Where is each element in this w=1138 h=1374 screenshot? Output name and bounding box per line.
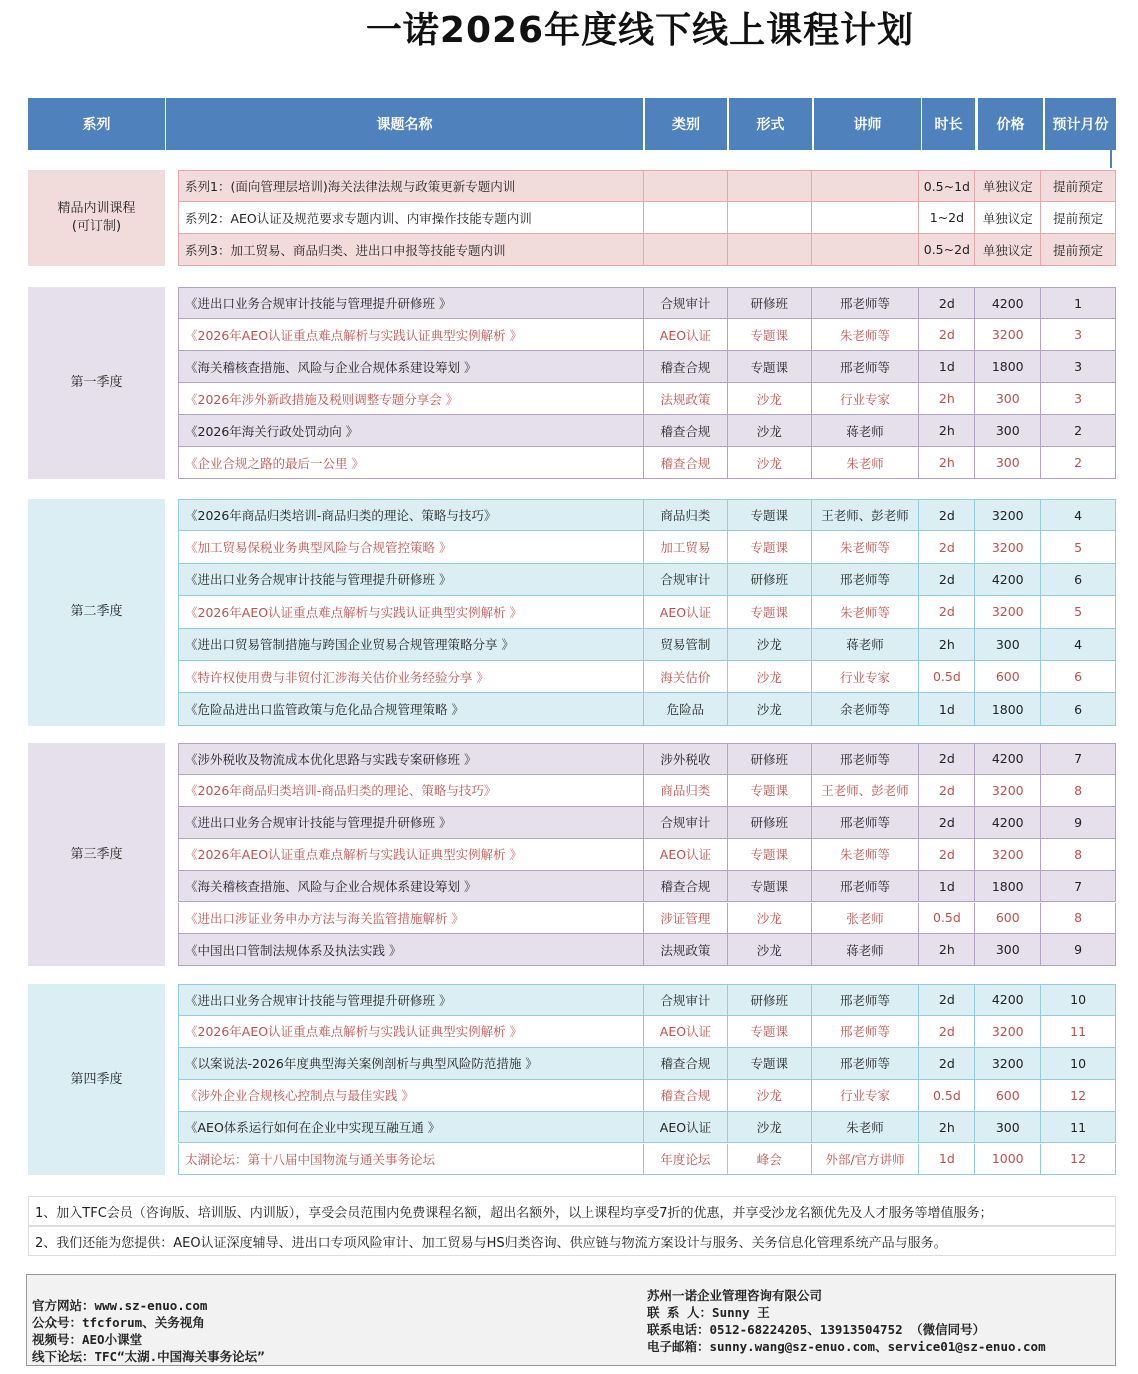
footer-video: 视频号：AEO小课堂	[32, 1332, 143, 1347]
cell-duration: 2d	[919, 775, 975, 806]
cell-format: 专题课	[728, 531, 812, 562]
cell-category: 合规审计	[644, 985, 728, 1015]
cell-price: 3200	[975, 1016, 1041, 1047]
table-row	[178, 1144, 1116, 1176]
cell-duration: 2d	[919, 500, 975, 530]
cell-category: 危险品	[644, 693, 728, 724]
cell-title: 《企业合规之路的最后一公里 》	[179, 447, 644, 478]
cell-lecturer: 邢老师等	[812, 871, 920, 902]
cell-price: 1800	[975, 693, 1041, 724]
cell-month: 3	[1074, 327, 1083, 342]
cell-month: 8	[1074, 846, 1083, 862]
cell-lecturer: 蒋老师	[812, 934, 920, 965]
cell-title: 《进出口业务合规审计技能与管理提升研修班 》	[179, 564, 644, 595]
contact-footer	[26, 1274, 1116, 1366]
cell-format: 沙龙	[728, 934, 812, 965]
header-cell: 形式	[729, 98, 812, 150]
table-row	[178, 564, 1116, 596]
cell-lecturer: 余老师等	[812, 693, 920, 724]
cell-month: 5	[1074, 604, 1083, 620]
footer-forum: 线下论坛：TFC“太湖.中国海关事务论坛”	[32, 1349, 265, 1364]
cell-month: 6	[1074, 701, 1083, 717]
cell-title: 《加工贸易保税业务典型风险与合规管控策略 》	[179, 531, 644, 562]
cell-duration: 2d	[919, 319, 975, 350]
cell-duration: 1d	[919, 693, 975, 724]
cell-title: 《2026年AEO认证重点难点解析与实践认证典型实例解析 》	[179, 319, 644, 350]
cell-title: 《2026年AEO认证重点难点解析与实践认证典型实例解析 》	[179, 596, 644, 627]
cell-title: 《进出口业务合规审计技能与管理提升研修班 》	[179, 288, 644, 318]
cell-month: 10	[1070, 1055, 1087, 1071]
header-cell: 价格	[978, 98, 1043, 150]
cell-month: 4	[1074, 507, 1083, 523]
cell-duration: 2h	[919, 629, 975, 660]
cell-month: 4	[1074, 636, 1083, 652]
cell-lecturer: 蒋老师	[812, 415, 920, 446]
cell-price: 4200	[975, 564, 1041, 595]
cell-price: 1800	[975, 351, 1041, 382]
cell-month: 12	[1070, 1087, 1087, 1103]
table-row	[178, 202, 1116, 234]
cell-price: 3200	[975, 500, 1041, 530]
cell-title: 《进出口业务合规审计技能与管理提升研修班 》	[179, 985, 644, 1015]
cell-lecturer: 邢老师等	[812, 564, 920, 595]
cell-month: 提前预定	[1053, 242, 1104, 258]
cell-format: 研修班	[728, 807, 812, 838]
table-row	[178, 934, 1116, 966]
cell-category: 稽查合规	[644, 415, 728, 446]
cell-title: 太湖论坛：第十八届中国物流与通关事务论坛	[179, 1144, 644, 1175]
cell-duration: 2d	[919, 1016, 975, 1047]
cell-format	[728, 171, 812, 201]
footer-website: 官方网站：www.sz-enuo.com	[32, 1298, 208, 1313]
cell-price: 3200	[975, 531, 1041, 562]
cell-price: 1800	[975, 871, 1041, 902]
cell-title: 《涉外税收及物流成本优化思路与实践专案研修班 》	[179, 744, 644, 774]
cell-title: 《涉外企业合规核心控制点与最佳实践 》	[179, 1080, 644, 1111]
cell-category: AEO认证	[644, 1112, 728, 1143]
cell-duration: 2h	[919, 1112, 975, 1143]
cell-title: 《AEO体系运行如何在企业中实现互融互通 》	[179, 1112, 644, 1143]
cell-category: 法规政策	[644, 934, 728, 965]
cell-title: 《海关稽核查措施、风险与企业合规体系建设筹划 》	[179, 351, 644, 382]
cell-category: 涉外税收	[644, 744, 728, 774]
cell-category: 商品归类	[644, 500, 728, 530]
cell-category: 加工贸易	[644, 531, 728, 562]
cell-price: 1000	[975, 1144, 1041, 1175]
table-row	[178, 775, 1116, 807]
table-row	[178, 743, 1116, 775]
cell-format: 专题课	[728, 319, 812, 350]
cell-price: 300	[975, 383, 1041, 414]
cell-format: 研修班	[728, 288, 812, 318]
cell-lecturer: 邢老师等	[812, 807, 920, 838]
cell-category: AEO认证	[644, 1016, 728, 1047]
cell-price: 单独议定	[975, 171, 1041, 201]
cell-price: 3200	[975, 596, 1041, 627]
cell-duration: 1~2d	[919, 202, 975, 233]
cell-month: 10	[1070, 992, 1087, 1008]
section-label: 第一季度	[28, 287, 165, 479]
cell-lecturer: 邢老师等	[812, 351, 920, 382]
cell-category: 稽查合规	[644, 447, 728, 478]
cell-title: 《中国出口管制法规体系及执法实践 》	[179, 934, 644, 965]
cell-month: 7	[1074, 751, 1083, 767]
table-row	[178, 1016, 1116, 1048]
cell-lecturer	[812, 234, 920, 265]
cell-title: 《危险品进出口监管政策与危化品合规管理策略 》	[179, 693, 644, 724]
cell-format: 研修班	[728, 744, 812, 774]
cell-duration: 2d	[919, 744, 975, 774]
table-row	[178, 499, 1116, 531]
cell-title: 《进出口涉证业务申办方法与海关监管措施解析 》	[179, 903, 644, 934]
cell-lecturer: 行业专家	[812, 661, 920, 692]
cell-duration: 0.5d	[919, 661, 975, 692]
cell-title: 《进出口业务合规审计技能与管理提升研修班 》	[179, 807, 644, 838]
cell-category: 贸易管制	[644, 629, 728, 660]
cell-category: 海关估价	[644, 661, 728, 692]
cell-title: 《特许权使用费与非贸付汇涉海关估价业务经验分享 》	[179, 661, 644, 692]
cell-lecturer: 朱老师	[812, 447, 920, 478]
cell-price: 3200	[975, 1048, 1041, 1079]
cell-month: 提前预定	[1053, 179, 1104, 194]
cell-duration: 2d	[919, 531, 975, 562]
cell-format: 研修班	[728, 564, 812, 595]
cell-title: 系列2：AEO认证及规范要求专题内训、内审操作技能专题内训	[179, 202, 644, 233]
cell-format: 沙龙	[728, 661, 812, 692]
cell-category: 法规政策	[644, 383, 728, 414]
cell-format: 研修班	[728, 985, 812, 1015]
cell-month: 1	[1074, 295, 1083, 311]
cell-title: 《2026年AEO认证重点难点解析与实践认证典型实例解析 》	[179, 1016, 644, 1047]
footer-right	[647, 1287, 1046, 1355]
footer-company: 苏州一诺企业管理咨询有限公司	[647, 1288, 823, 1303]
cell-title: 《以案说法-2026年度典型海关案例剖析与典型风险防范措施 》	[179, 1048, 644, 1079]
cell-lecturer: 朱老师等	[812, 531, 920, 562]
cell-duration: 0.5d	[919, 1080, 975, 1111]
cell-lecturer: 邢老师等	[812, 744, 920, 774]
cell-lecturer: 邢老师等	[812, 985, 920, 1015]
section-label: 第四季度	[28, 984, 165, 1175]
cell-duration: 1d	[919, 1144, 975, 1175]
table-row	[178, 1080, 1116, 1112]
cell-title: 系列1：(面向管理层培训)海关法律法规与政策更新专题内训	[179, 171, 644, 201]
cell-lecturer: 外部/官方讲师	[812, 1144, 920, 1175]
cell-category: 稽查合规	[644, 1048, 728, 1079]
cell-category: AEO认证	[644, 319, 728, 350]
cell-title: 《2026年商品归类培训-商品归类的理论、策略与技巧》	[179, 500, 644, 530]
cell-category: 稽查合规	[644, 1080, 728, 1111]
cell-category: 商品归类	[644, 775, 728, 806]
section-label: 第三季度	[28, 743, 165, 966]
table-row	[178, 629, 1116, 661]
cell-category	[644, 202, 728, 233]
table-row	[178, 531, 1116, 563]
cell-month: 8	[1074, 910, 1083, 926]
cell-title: 《海关稽核查措施、风险与企业合规体系建设筹划 》	[179, 871, 644, 902]
cell-month: 2	[1074, 423, 1083, 438]
cell-month: 3	[1074, 391, 1083, 406]
cell-duration: 1d	[919, 871, 975, 902]
cell-title: 《2026年海关行政处罚动向 》	[179, 415, 644, 446]
cell-duration: 2h	[919, 383, 975, 414]
cell-category: 合规审计	[644, 288, 728, 318]
cell-duration: 2d	[919, 564, 975, 595]
cell-format: 专题课	[728, 596, 812, 627]
cell-month: 12	[1070, 1151, 1087, 1167]
cell-lecturer: 朱老师	[812, 1112, 920, 1143]
cell-month: 6	[1074, 571, 1083, 587]
cell-lecturer: 朱老师等	[812, 839, 920, 870]
cell-price: 300	[975, 629, 1041, 660]
cell-price: 3200	[975, 319, 1041, 350]
table-row	[178, 234, 1116, 266]
cell-duration: 2h	[919, 415, 975, 446]
table-row	[178, 415, 1116, 447]
cell-category: 稽查合规	[644, 351, 728, 382]
cell-lecturer: 张老师	[812, 903, 920, 934]
cell-category: 稽查合规	[644, 871, 728, 902]
cell-category: 合规审计	[644, 807, 728, 838]
cell-lecturer: 朱老师等	[812, 596, 920, 627]
cell-title: 《2026年商品归类培训-商品归类的理论、策略与技巧》	[179, 775, 644, 806]
cell-price: 600	[975, 1080, 1041, 1111]
cell-price: 4200	[975, 807, 1041, 838]
table-row	[178, 447, 1116, 479]
cell-month: 11	[1070, 1023, 1087, 1039]
header-cell: 讲师	[814, 98, 921, 150]
cell-format: 专题课	[728, 1016, 812, 1047]
cell-price: 3200	[975, 775, 1041, 806]
cell-lecturer: 行业专家	[812, 383, 920, 414]
cell-category: 合规审计	[644, 564, 728, 595]
footer-wechat: 公众号：tfcforum、关务视角	[32, 1315, 205, 1330]
cell-lecturer: 邢老师等	[812, 288, 920, 318]
table-row	[178, 596, 1116, 628]
cell-format: 沙龙	[728, 693, 812, 724]
cell-price: 300	[975, 415, 1041, 446]
cell-lecturer: 蒋老师	[812, 629, 920, 660]
table-row	[178, 807, 1116, 839]
cell-format: 沙龙	[728, 903, 812, 934]
cell-format: 沙龙	[728, 447, 812, 478]
cell-format: 峰会	[728, 1144, 812, 1175]
cell-price: 4200	[975, 744, 1041, 774]
section-label: 第二季度	[28, 499, 165, 726]
cell-price: 4200	[975, 985, 1041, 1015]
cell-month: 3	[1074, 359, 1083, 374]
cell-month: 提前预定	[1053, 210, 1104, 226]
header-cell: 预计月份	[1045, 98, 1116, 150]
cell-lecturer: 邢老师等	[812, 1048, 920, 1079]
table-row	[178, 984, 1116, 1016]
cell-format: 专题课	[728, 871, 812, 902]
cell-title: 系列3：加工贸易、商品归类、进出口申报等技能专题内训	[179, 234, 644, 265]
header-divider	[1110, 150, 1112, 168]
cell-duration: 2d	[919, 288, 975, 318]
cell-price: 600	[975, 903, 1041, 934]
cell-format	[728, 202, 812, 233]
cell-month: 11	[1070, 1119, 1087, 1135]
cell-duration: 2h	[919, 447, 975, 478]
cell-price: 3200	[975, 839, 1041, 870]
cell-month: 6	[1074, 669, 1083, 685]
cell-format: 专题课	[728, 775, 812, 806]
cell-price: 300	[975, 447, 1041, 478]
cell-price: 300	[975, 934, 1041, 965]
cell-lecturer: 王老师、彭老师	[812, 500, 920, 530]
cell-lecturer: 朱老师等	[812, 319, 920, 350]
cell-format: 专题课	[728, 839, 812, 870]
header-cell: 课题名称	[166, 98, 643, 150]
note-line: 1、加入TFC会员（咨询版、培训版、内训版），享受会员范围内免费课程名额，超出名额外，以上课程均享受7折的优惠，并享受沙龙名额优先及人才服务等增值服务；	[28, 1196, 1116, 1226]
table-row	[178, 903, 1116, 935]
footer-left	[32, 1297, 265, 1365]
cell-format: 专题课	[728, 1048, 812, 1079]
header-cell: 时长	[922, 98, 975, 150]
cell-month: 9	[1074, 814, 1083, 830]
cell-category	[644, 234, 728, 265]
cell-month: 2	[1074, 455, 1083, 470]
footer-phone: 联系电话：0512-68224205、13913504752 （微信同号）	[647, 1322, 986, 1337]
cell-price: 600	[975, 661, 1041, 692]
cell-category: 年度论坛	[644, 1144, 728, 1175]
table-row	[178, 287, 1116, 319]
cell-format: 专题课	[728, 500, 812, 530]
table-row	[178, 839, 1116, 871]
cell-title: 《2026年AEO认证重点难点解析与实践认证典型实例解析 》	[179, 839, 644, 870]
footer-contact: 联 系 人：Sunny 王	[647, 1305, 770, 1320]
cell-title: 《2026年涉外新政措施及税则调整专题分享会 》	[179, 383, 644, 414]
cell-price: 300	[975, 1112, 1041, 1143]
cell-format: 沙龙	[728, 1080, 812, 1111]
footer-email: 电子邮箱：sunny.wang@sz-enuo.com、service01@sz-enuo.com	[647, 1339, 1046, 1354]
cell-duration: 2d	[919, 807, 975, 838]
cell-format: 沙龙	[728, 629, 812, 660]
cell-category: AEO认证	[644, 596, 728, 627]
cell-format: 专题课	[728, 351, 812, 382]
cell-month: 9	[1074, 942, 1083, 958]
cell-format: 沙龙	[728, 1112, 812, 1143]
cell-title: 《进出口贸易管制措施与跨国企业贸易合规管理策略分享 》	[179, 629, 644, 660]
header-cell: 类别	[645, 98, 727, 150]
table-row	[178, 661, 1116, 693]
cell-price: 单独议定	[975, 202, 1041, 233]
header-cell: 系列	[28, 98, 165, 150]
table-row	[178, 1112, 1116, 1144]
cell-duration: 2d	[919, 839, 975, 870]
cell-month: 8	[1074, 782, 1083, 798]
cell-lecturer	[812, 202, 920, 233]
cell-duration: 2d	[919, 985, 975, 1015]
cell-duration: 2h	[919, 934, 975, 965]
cell-duration: 1d	[919, 351, 975, 382]
cell-lecturer: 邢老师等	[812, 1016, 920, 1047]
cell-price: 单独议定	[975, 234, 1041, 265]
page-title: 一诺2026年度线下线上课程计划	[365, 10, 915, 51]
cell-lecturer: 行业专家	[812, 1080, 920, 1111]
table-row	[178, 693, 1116, 725]
cell-category	[644, 171, 728, 201]
table-row	[178, 319, 1116, 351]
cell-format: 沙龙	[728, 415, 812, 446]
cell-month: 7	[1074, 878, 1083, 894]
cell-category: AEO认证	[644, 839, 728, 870]
cell-duration: 2d	[919, 1048, 975, 1079]
table-row	[178, 170, 1116, 202]
cell-format	[728, 234, 812, 265]
cell-duration: 2d	[919, 596, 975, 627]
cell-duration: 0.5~1d	[919, 171, 975, 201]
table-row	[178, 871, 1116, 903]
note-line: 2、我们还能为您提供：AEO认证深度辅导、进出口专项风险审计、加工贸易与HS归类咨询、供应链与物流方案设计与服务、关务信息化管理系统产品与服务。	[28, 1226, 1116, 1256]
cell-lecturer	[812, 171, 920, 201]
cell-lecturer: 王老师、彭老师	[812, 775, 920, 806]
cell-price: 4200	[975, 288, 1041, 318]
cell-duration: 0.5~2d	[919, 234, 975, 265]
cell-format: 沙龙	[728, 383, 812, 414]
section-label: 精品内训课程 (可订制)	[28, 170, 165, 266]
table-row	[178, 383, 1116, 415]
cell-category: 涉证管理	[644, 903, 728, 934]
cell-duration: 0.5d	[919, 903, 975, 934]
cell-month: 5	[1074, 539, 1083, 555]
table-row	[178, 1048, 1116, 1080]
table-row	[178, 351, 1116, 383]
